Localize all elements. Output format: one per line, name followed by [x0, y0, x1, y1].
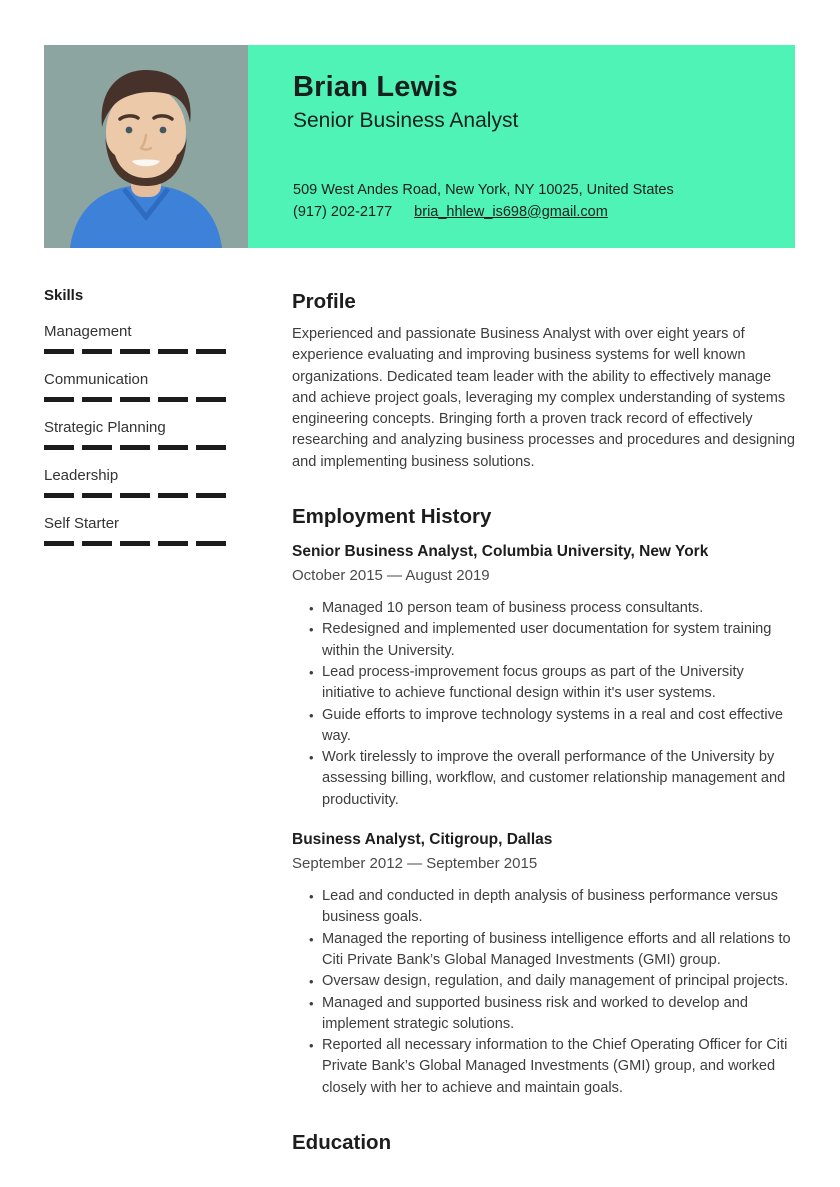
contact-block [293, 180, 674, 223]
bullet-item: • Oversaw design, regulation, and daily management of principal projects. [322, 971, 795, 992]
skill-level-bar [44, 397, 226, 402]
skill-item [44, 466, 244, 498]
job-entry [292, 541, 795, 811]
skill-item [44, 514, 244, 546]
job-dates: September 2012 — September 2015 [292, 855, 538, 873]
job-entry [292, 829, 795, 1099]
header-text-block [248, 45, 694, 248]
bullet-item: • Lead process-improvement focus groups as part of the University initiative to achieve functional design within it's user systems. [322, 662, 795, 705]
bullet-item: • Reported all necessary information to the Chief Operating Officer for Citi Private Bank’s Global Managed Investments (GMI) group, and worked closely with her to achieve and maintain goals. [322, 1035, 795, 1099]
candidate-name: Brian Lewis [293, 71, 458, 103]
skill-level-bar [44, 445, 226, 450]
skill-item [44, 418, 244, 450]
skill-label: Leadership [44, 467, 119, 484]
resume-header [44, 45, 795, 248]
job-title-line: Senior Business Analyst, Columbia University, New York [292, 543, 709, 561]
job-dates: October 2015 — August 2019 [292, 567, 490, 585]
bullet-item: • Redesigned and implemented user documentation for system training within the University. [322, 619, 795, 662]
skill-label: Strategic Planning [44, 419, 166, 436]
skill-label: Self Starter [44, 515, 120, 532]
job-bullet-list [292, 886, 795, 1099]
skills-heading: Skills [44, 287, 84, 304]
bullet-item: • Managed and supported business risk and worked to develop and implement strategic solutions. [322, 993, 795, 1036]
skill-label: Communication [44, 371, 149, 388]
contact-phone: (917) 202-2177 [293, 203, 393, 220]
bullet-item: • Guide efforts to improve technology systems in a real and cost effective way. [322, 705, 795, 748]
education-section-heading: Education [292, 1131, 392, 1155]
contact-address: 509 West Andes Road, New York, NY 10025, United States [293, 182, 674, 198]
contact-row [293, 202, 674, 224]
employment-section-heading: Employment History [292, 505, 492, 529]
skill-item [44, 322, 244, 354]
email-link[interactable]: bria_hhlew_is698@gmail.com [414, 203, 608, 220]
bullet-item: • Managed 10 person team of business process consultants. [322, 598, 795, 619]
job-title-line: Business Analyst, Citigroup, Dallas [292, 831, 553, 849]
bullet-item: • Lead and conducted in depth analysis of business performance versus business goals. [322, 886, 795, 929]
profile-photo [44, 45, 248, 248]
profile-text: Experienced and passionate Business Analyst with over eight years of experience evaluating and improving business systems for well known organizations. Dedicated team leader with the ability to effectively manage and achieve project goals, leveraging my complex understanding of systems engineering concepts. Bringing forth a proven track record of effectively researching and analyzing business processes and procedures and designing and implementing business solutions. [292, 326, 795, 470]
skills-sidebar [44, 286, 244, 546]
skill-level-bar [44, 493, 226, 498]
candidate-job-title: Senior Business Analyst [293, 109, 519, 132]
job-bullet-list [292, 598, 795, 811]
skill-item [44, 370, 244, 402]
skill-level-bar [44, 541, 226, 546]
main-column [292, 289, 795, 1156]
bullet-item: • Work tirelessly to improve the overall performance of the University by assessing billing, workflow, and customer relationship management and productivity. [322, 747, 795, 811]
skill-level-bar [44, 349, 226, 354]
skill-label: Management [44, 323, 132, 340]
profile-section-heading: Profile [292, 290, 356, 313]
bullet-item: • Managed the reporting of business intelligence efforts and all relations to Citi Private Bank’s Global Managed Investments (GMI) group. [322, 929, 795, 972]
